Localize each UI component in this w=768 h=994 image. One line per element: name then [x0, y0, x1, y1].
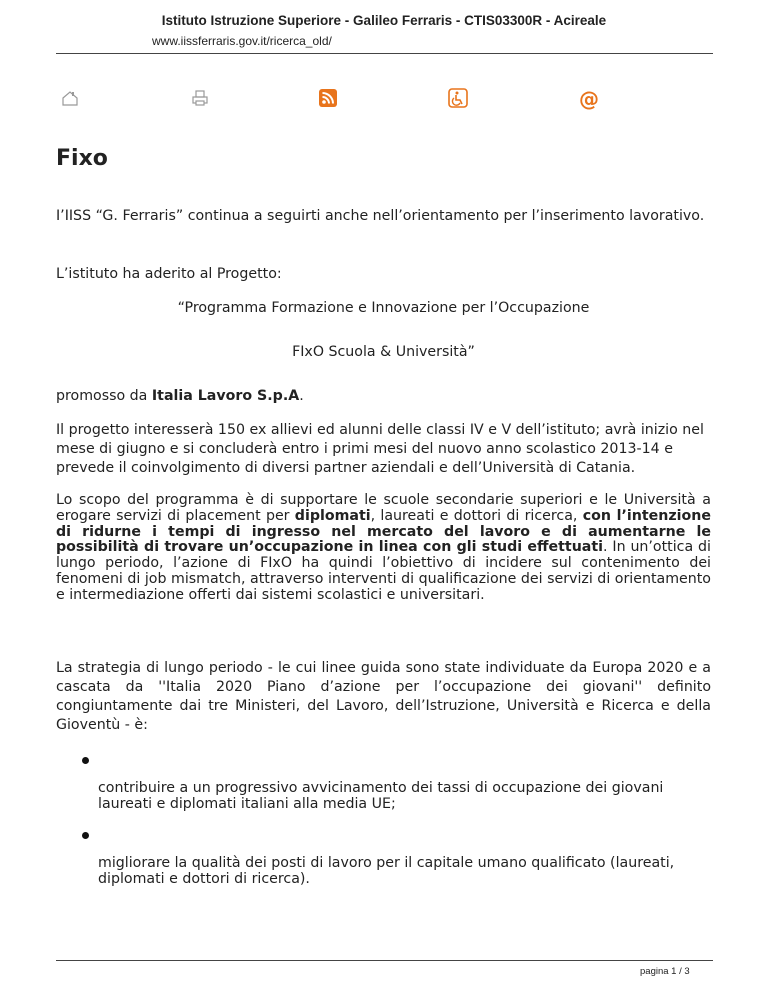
page-title: Fixo — [56, 146, 108, 171]
scope-text-e: . In un’ottica di lungo periodo, l’azione di FIxO ha quindi l’obiettivo di incidere sul contenimento dei fenomeni di job mismatch, attraverso interventi di qualificazione dei servizi di orientamento e intermediazione offerti dai sistemi scolastici e universitari. — [56, 539, 711, 603]
rss-icon[interactable] — [318, 88, 340, 110]
email-icon[interactable] — [578, 88, 600, 110]
scope-bold-goal: con l’intenzione di ridurne i tempi di ingresso nel mercato del lavoro e di aumentarne le possibilità di trovare un’occupazione in linea con gli studi effettuati — [56, 507, 711, 556]
scope-text-a: Lo scopo del programma è di supportare le scuole secondarie superiori e le Università a erogare servizi di placement per — [56, 492, 711, 524]
list-item: migliorare la qualità dei posti di lavoro per il capitale umano qualificato (laureati, diplomati e dottori di ricerca). — [98, 855, 675, 887]
page-number: pagina 1 / 3 — [640, 966, 690, 977]
home-icon[interactable] — [60, 88, 82, 110]
bullet-dot — [82, 832, 89, 839]
site-title: Istituto Istruzione Superiore - Galileo Ferraris - CTIS03300R - Acireale — [161, 13, 607, 28]
header-divider — [56, 53, 713, 54]
list-item: contribuire a un progressivo avvicinamento dei tassi di occupazione dei giovani laureati e diplomati italiani alla media UE; — [98, 780, 664, 812]
scope-text-c: , laureati e dottori di ricerca, — [370, 507, 583, 524]
bullet-dot — [82, 757, 89, 764]
print-icon[interactable] — [190, 88, 212, 110]
promoter-name: Italia Lavoro S.p.A — [151, 388, 300, 404]
site-url[interactable]: www.iissferraris.gov.it/ricerca_old/ — [152, 34, 332, 48]
footer-divider — [56, 960, 713, 961]
project-name-line2: FIxO Scuola & Università” — [292, 344, 475, 360]
accessibility-icon[interactable] — [448, 88, 470, 110]
paragraph-strategy: La strategia di lungo periodo - le cui linee guida sono state individuate da Europa 2020 e a cascata da ''Italia 2020 Piano d’azione per l’occupazione dei giovani'' definito congiuntamente dai tre Ministeri, del Lavoro, dell’Istruzione, Università e Ricerca e della Gioventù - è: — [56, 660, 711, 733]
scope-bold-diplomati: diplomati — [294, 507, 371, 524]
project-name-line1: “Programma Formazione e Innovazione per l’Occupazione — [177, 300, 590, 316]
svg-text:@: @ — [579, 88, 599, 110]
paragraph-participants: Il progetto interesserà 150 ex allievi ed alunni delle classi IV e V dell’istituto; avrà inizio nel mese di giugno e si concluderà entro i primi mesi del nuovo anno scolastico 2013-14 e prevede il coinvolgimento di diversi partner aziendali e dell’Università di Catania. — [56, 422, 704, 476]
paragraph-promoter — [56, 387, 304, 406]
paragraph-intro: I’IISS “G. Ferraris” continua a seguirti anche nell’orientamento per l’inserimento lavorativo. — [56, 208, 705, 224]
paragraph-project: L’istituto ha aderito al Progetto: — [56, 266, 282, 282]
paragraph-scope — [56, 493, 711, 604]
promoter-suffix: . — [299, 388, 304, 404]
promoter-prefix: promosso da — [56, 388, 152, 404]
